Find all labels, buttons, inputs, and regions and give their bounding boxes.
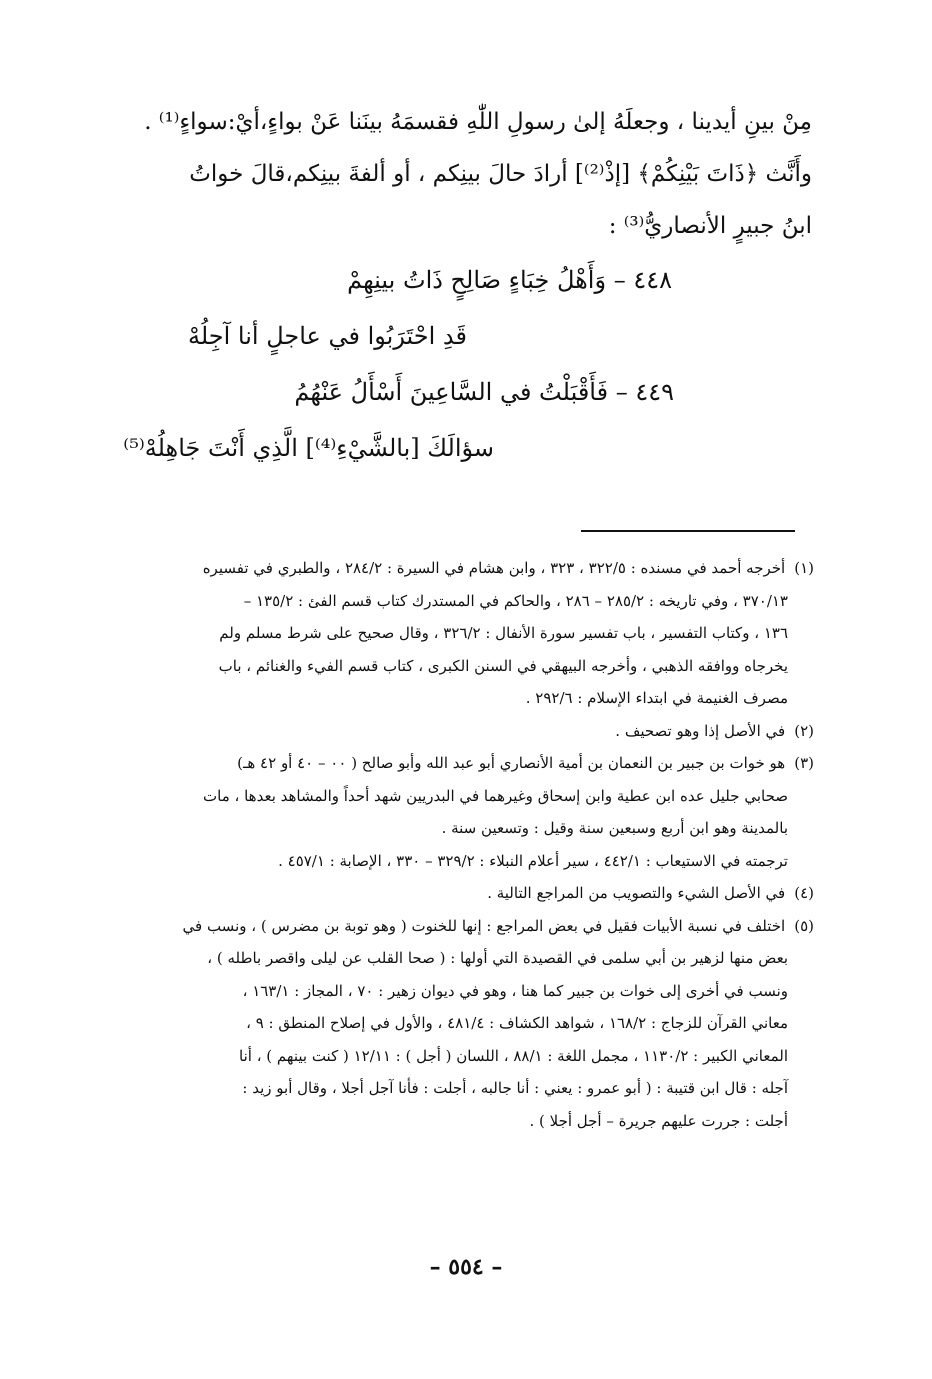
- footnote-number: (٤): [794, 884, 814, 902]
- footnote-4: [70, 877, 814, 910]
- poem-verse-449-first-half: ٤٤٩ – فَأَقْبَلْتُ في السَّاعِينَ أَسْأَلُ عَنْهُمُ: [294, 378, 674, 406]
- footnote-3-line: صحابي جليل عده ابن عطية وابن إسحاق وغيرهما في البدريين شهد أحداً والمشاهد بعدها ، مات: [203, 786, 788, 805]
- footnote-3: [70, 747, 814, 780]
- footnote-number: (٥): [794, 916, 814, 935]
- footnote-1-line: ٣٧٠/١٣ ، وفي تاريخه : ٢٨٥/٢ – ٢٨٦ ، والحاكم في المستدرك كتاب قسم الفئ : ١٣٥/٢ –: [243, 591, 788, 610]
- footnote-5-line: المعاني الكبير : ١١٣٠/٢ ، مجمل اللغة : ٨٨/١ ، اللسان ( أجل ) : ١٢/١١ ( كنت بينهم ) ، أنا: [239, 1046, 788, 1065]
- footnote-text: في الأصل إذا وهو تصحيف .: [615, 721, 786, 740]
- footnote-number: (٢): [794, 721, 814, 740]
- main-text: [70, 96, 812, 476]
- footnote-number: (٣): [794, 754, 814, 772]
- footnote-5-line: بعض منها لزهير بن أبي سلمى في القصيدة التي أولها : ( صحا القلب عن ليلى واقصر باطله ) ،: [207, 949, 788, 967]
- footnote-3-line: بالمدينة وهو ابن أربع وسبعين سنة وقيل : وتسعين سنة .: [441, 819, 788, 837]
- footnote-5-line: أجلت : جررت عليهم جريرة – أجل أجلا ) .: [529, 1111, 788, 1130]
- footnote-1-line: مصرف الغنيمة في ابتداء الإسلام : ٢٩٢/٦ .: [525, 689, 788, 707]
- poem-verse-448-second-half: قَدِ احْتَرَبُوا في عاجلٍ أنا آجِلُهْ: [187, 322, 467, 350]
- footnote-1: [70, 552, 814, 585]
- footnote-text: اختلف في نسبة الأبيات فقيل في بعض المراجع : إنها للخنوت ( وهو توبة بن مضرس ) ، ونسب في: [182, 916, 786, 935]
- footnote-1-line: يخرجاه ووافقه الذهبي ، وأخرجه البيهقي في السنن الكبرى ، كتاب قسم الفيء والغنائم ، باب: [218, 656, 788, 675]
- poem-verse-448-first-half: ٤٤٨ – وَأَهْلُ خِبَاءٍ صَالِحٍ ذَاتُ بينِهِمْ: [347, 266, 672, 294]
- footnote-3-line: ترجمته في الاستيعاب : ٤٤٢/١ ، سير أعلام النبلاء : ٣٢٩/٢ – ٣٣٠ ، الإصابة : ٤٥٧/١ .: [278, 851, 788, 870]
- footnote-2: [70, 715, 814, 748]
- footnote-5-line: ونسب في أخرى إلى خوات بن جبير كما هنا ، وهو في ديوان زهير : ٧٠ ، المجاز : ١٦٣/١ ،: [242, 981, 788, 1000]
- footnote-text: أخرجه أحمد في مسنده : ٣٢٢/٥ ، ٣٢٣ ، وابن هشام في السيرة : ٢٨٤/٢ ، والطبري في تفسيره: [202, 559, 786, 577]
- footnote-number: (١): [794, 559, 814, 577]
- footnote-1-line: ١٣٦ ، وكتاب التفسير ، باب تفسير سورة الأنفال : ٣٢٦/٢ ، وقال صحيح على شرط مسلم ولم: [219, 624, 788, 642]
- text-line: وأَنَّث ﴿ذَاتَ بَيْنِكُمْ﴾ [إذْ⁽²⁾] أرادَ حالَ بينِكم ، أو ألفةَ بينِكم،قالَ خواتُ: [189, 161, 812, 187]
- footnote-5-line: معاني القرآن للزجاج : ١٦٨/٢ ، شواهد الكشاف : ٤٨١/٤ ، والأول في إصلاح المنطق : ٩ ،: [246, 1014, 788, 1032]
- text-line: مِنْ بينِ أيدينا ، وجعلَهُ إلىٰ رسولِ اللّٰهِ فقسمَهُ بينَنا عَنْ بواءٍ،أيْ:سواءٍ⁽¹⁾ .: [144, 109, 812, 135]
- text-line: ابنُ جبيرٍ الأنصاريُّ⁽³⁾ :: [608, 213, 812, 239]
- footnote-text: هو خوات بن جبير بن النعمان بن أمية الأنصاري أبو عبد الله وأبو صالح ( ٠٠ – ٤٠ أو ٤٢ هـ): [237, 754, 786, 772]
- poem-verse-449-second-half: سؤالَكَ [بالشَّيْءِ⁽⁴⁾] الَّذِي أَنْتَ جَاهِلُهْ⁽⁵⁾: [123, 434, 494, 462]
- footnote-text: في الأصل الشيء والتصويب من المراجع التالية .: [487, 884, 786, 902]
- footnote-5: [70, 910, 814, 943]
- footnotes: [70, 552, 814, 1137]
- page-number: – ٥٥٤ –: [429, 1254, 503, 1280]
- footnote-separator: [581, 530, 795, 532]
- footnote-5-line: آجله : قال ابن قتيبة : ( أبو عمرو : يعني : أنا جالبه ، أجلت : فأنا آجل أجلا ، وقال أبو زيد :: [242, 1079, 788, 1097]
